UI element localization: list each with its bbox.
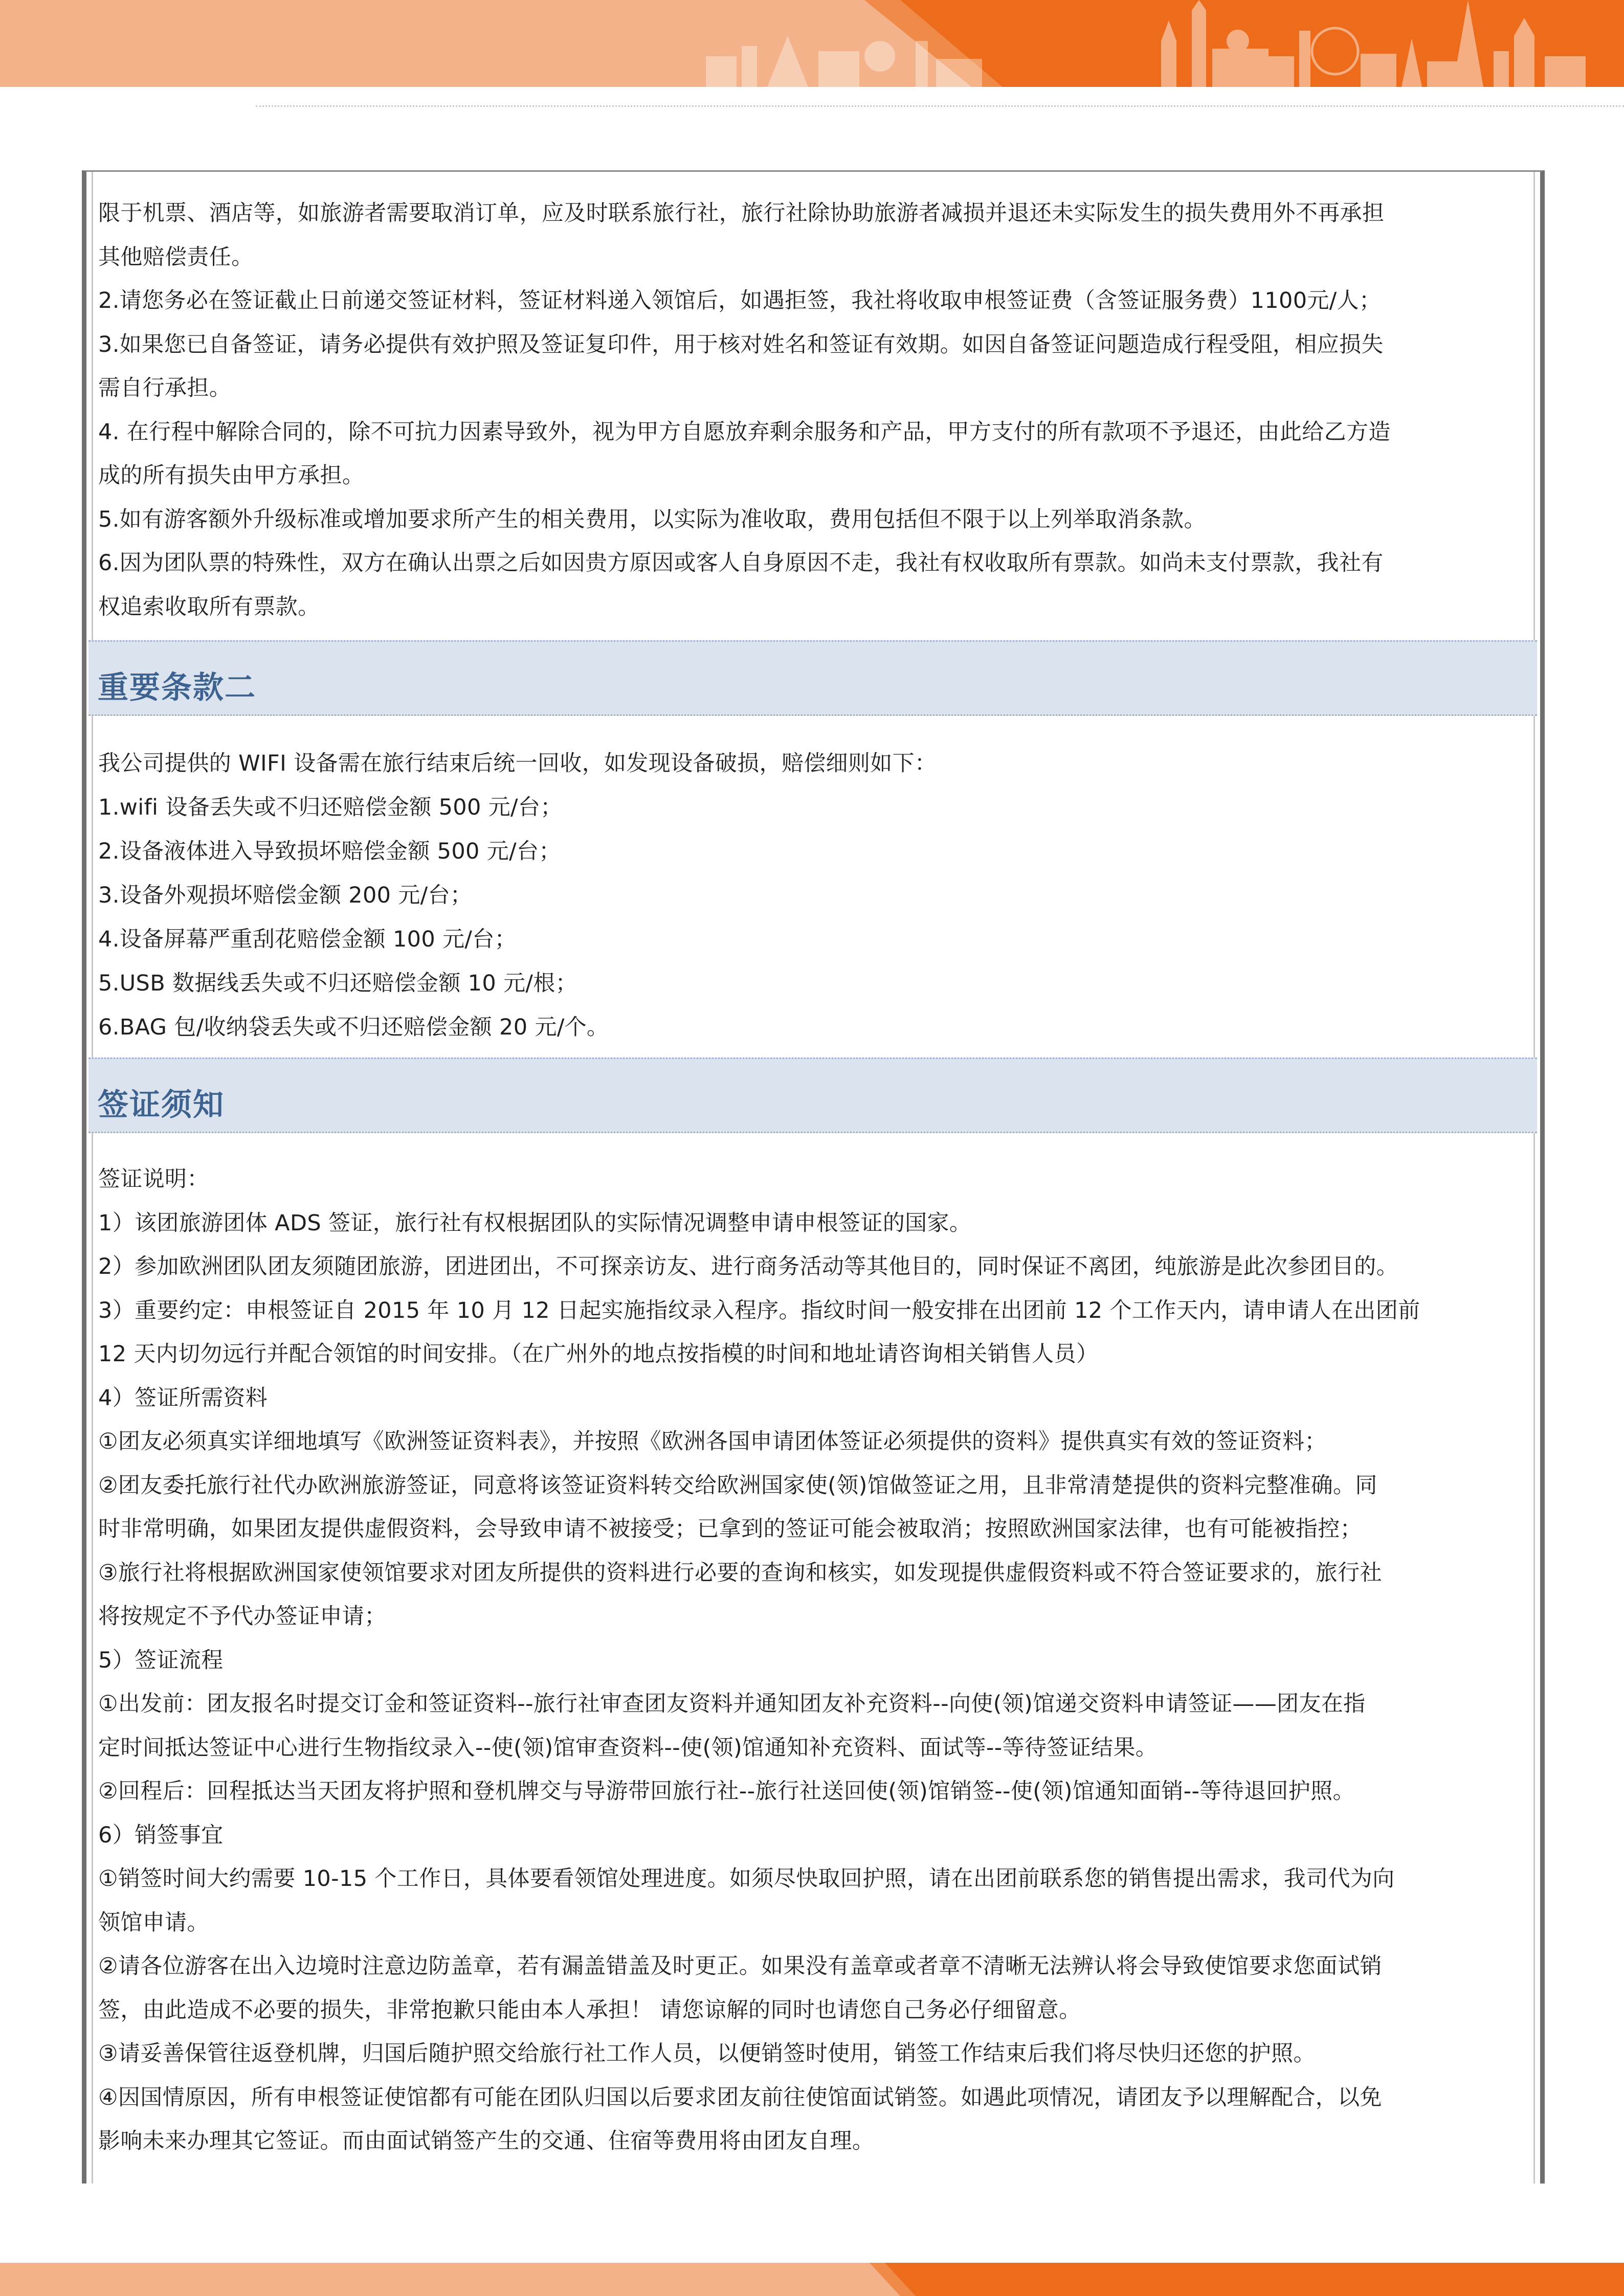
header-banner	[0, 0, 1624, 87]
text-line: ②回程后：回程抵达当天团友将护照和登机牌交与导游带回旅行社--旅行社送回使(领)馆销签--使(领)馆通知面销--等待退回护照。	[98, 1779, 1355, 1804]
text-line: 1）该团旅游团体 ADS 签证，旅行社有权根据团队的实际情况调整申请申根签证的国家。	[98, 1210, 972, 1236]
text-line: 定时间抵达签证中心进行生物指纹录入--使(领)馆审查资料--使(领)馆通知补充资料、面试等--等待签证结果。	[98, 1735, 1158, 1761]
text-line: 影响未来办理其它签证。而由面试销签产生的交通、住宿等费用将由团友自理。	[98, 2128, 875, 2154]
text-line: 将按规定不予代办签证申请；	[98, 1604, 387, 1629]
text-line: 我公司提供的 WIFI 设备需在旅行结束后统一回收，如发现设备破损，赔偿细则如下：	[98, 751, 937, 776]
text-line: 5.如有游客额外升级标准或增加要求所产生的相关费用，以实际为准收取，费用包括但不限于以上列举取消条款。	[98, 506, 1206, 532]
text-line: 限于机票、酒店等，如旅游者需要取消订单，应及时联系旅行社，旅行社除协助旅游者减损并退还未实际发生的损失费用外不再承担	[98, 200, 1385, 226]
text-line: ①团友必须真实详细地填写《欧洲签证资料表》，并按照《欧洲各国申请团体签证必须提供的资料》提供真实有效的签证资料；	[98, 1429, 1327, 1454]
section-title: 重要条款二	[98, 670, 256, 706]
text-line: 需自行承担。	[98, 375, 232, 401]
text-line: ③旅行社将根据欧洲国家使领馆要求对团友所提供的资料进行必要的查询和核实，如发现提供虚假资料或不符合签证要求的，旅行社	[98, 1560, 1382, 1586]
text-line: 3.如果您已自备签证，请务必提供有效护照及签证复印件，用于核对姓名和签证有效期。如因自备签证问题造成行程受阻，相应损失	[98, 331, 1384, 357]
text-line: 1.wifi 设备丢失或不归还赔偿金额 500 元/台；	[98, 795, 563, 820]
text-line: 签证说明：	[98, 1166, 209, 1192]
text-line: 2.请您务必在签证截止日前递交签证材料，签证材料递入领馆后，如遇拒签，我社将收取申根签证费（含签证服务费）1100元/人；	[98, 288, 1382, 313]
text-line: 时非常明确，如果团友提供虚假资料，会导致申请不被接受；已拿到的签证可能会被取消；按照欧洲国家法律，也有可能被指控；	[98, 1516, 1362, 1542]
text-line: 3）重要约定：申根签证自 2015 年 10 月 12 日起实施指纹录入程序。指纹时间一般安排在出团前 12 个工作天内，请申请人在出团前	[98, 1297, 1420, 1323]
section-title: 签证须知	[98, 1087, 225, 1123]
text-line: ①出发前：团友报名时提交订金和签证资料--旅行社审查团友资料并通知团友补充资料--向使(领)馆递交资料申请签证——团友在指	[98, 1691, 1366, 1717]
text-line: 12 天内切勿远行并配合领馆的时间安排。（在广州外的地点按指模的时间和地址请咨询相关销售人员）	[98, 1341, 1099, 1367]
text-line: 4）签证所需资料	[98, 1385, 268, 1411]
text-line: 6.BAG 包/收纳袋丢失或不归还赔偿金额 20 元/个。	[98, 1015, 609, 1040]
text-line: 5）签证流程	[98, 1647, 224, 1673]
text-line: 6.因为团队票的特殊性，双方在确认出票之后如因贵方原因或客人自身原因不走，我社有权收取所有票款。如尚未支付票款，我社有	[98, 550, 1384, 576]
text-line: 6）销签事宜	[98, 1822, 224, 1848]
text-line: 2.设备液体进入导致损坏赔偿金额 500 元/台；	[98, 839, 561, 864]
text-line: 4. 在行程中解除合同的，除不可抗力因素导致外，视为甲方自愿放弃剩余服务和产品，甲方支付的所有款项不予退还，由此给乙方造	[98, 419, 1391, 445]
text-line: ①销签时间大约需要 10-15 个工作日，具体要看领馆处理进度。如须尽快取回护照，请在出团前联系您的销售提出需求，我司代为向	[98, 1866, 1395, 1892]
text-line: ②团友委托旅行社代办欧洲旅游签证，同意将该签证资料转交给欧洲国家使(领)馆做签证之用，且非常清楚提供的资料完整准确。同	[98, 1472, 1377, 1498]
section-header-visa-notice	[88, 1057, 1537, 1133]
section-header-important-terms-2	[88, 640, 1537, 716]
text-line: 签，由此造成不必要的损失，非常抱歉只能由本人承担！ 请您谅解的同时也请您自己务必仔细留意。	[98, 1997, 1081, 2023]
wifi-compensation-terms	[98, 741, 1528, 1049]
text-line: ②请各位游客在出入边境时注意边防盖章，若有漏盖错盖及时更正。如果没有盖章或者章不清晰无法辨认将会导致使馆要求您面试销	[98, 1953, 1382, 1979]
text-line: 成的所有损失由甲方承担。	[98, 463, 365, 488]
text-line: 其他赔偿责任。	[98, 244, 254, 270]
text-line: 2）参加欧洲团队团友须随团旅游，团进团出，不可探亲访友、进行商务活动等其他目的，同时保证不离团，纯旅游是此次参团目的。	[98, 1254, 1399, 1279]
header-divider	[256, 105, 1624, 107]
footer-banner	[0, 2263, 1624, 2296]
text-line: 3.设备外观损坏赔偿金额 200 元/台；	[98, 883, 473, 908]
text-line: 领馆申请。	[98, 1909, 209, 1935]
footer-stripe-graphic	[0, 2263, 1624, 2296]
text-line: 4.设备屏幕严重刮花赔偿金额 100 元/台；	[98, 927, 517, 952]
visa-notice-body	[98, 1158, 1528, 2164]
cancellation-clauses	[98, 192, 1528, 629]
text-line: 权追索收取所有票款。	[98, 594, 320, 620]
text-line: 5.USB 数据线丢失或不归还赔偿金额 10 元/根；	[98, 971, 577, 996]
text-line: ④因国情原因，所有申根签证使馆都有可能在团队归国以后要求团友前往使馆面试销签。如遇此项情况，请团友予以理解配合，以免	[98, 2084, 1382, 2110]
text-line: ③请妥善保管往返登机牌，归国后随护照交给旅行社工作人员，以便销签时使用，销签工作结束后我们将尽快归还您的护照。	[98, 2041, 1316, 2066]
skyline-banner-graphic	[0, 0, 1624, 87]
